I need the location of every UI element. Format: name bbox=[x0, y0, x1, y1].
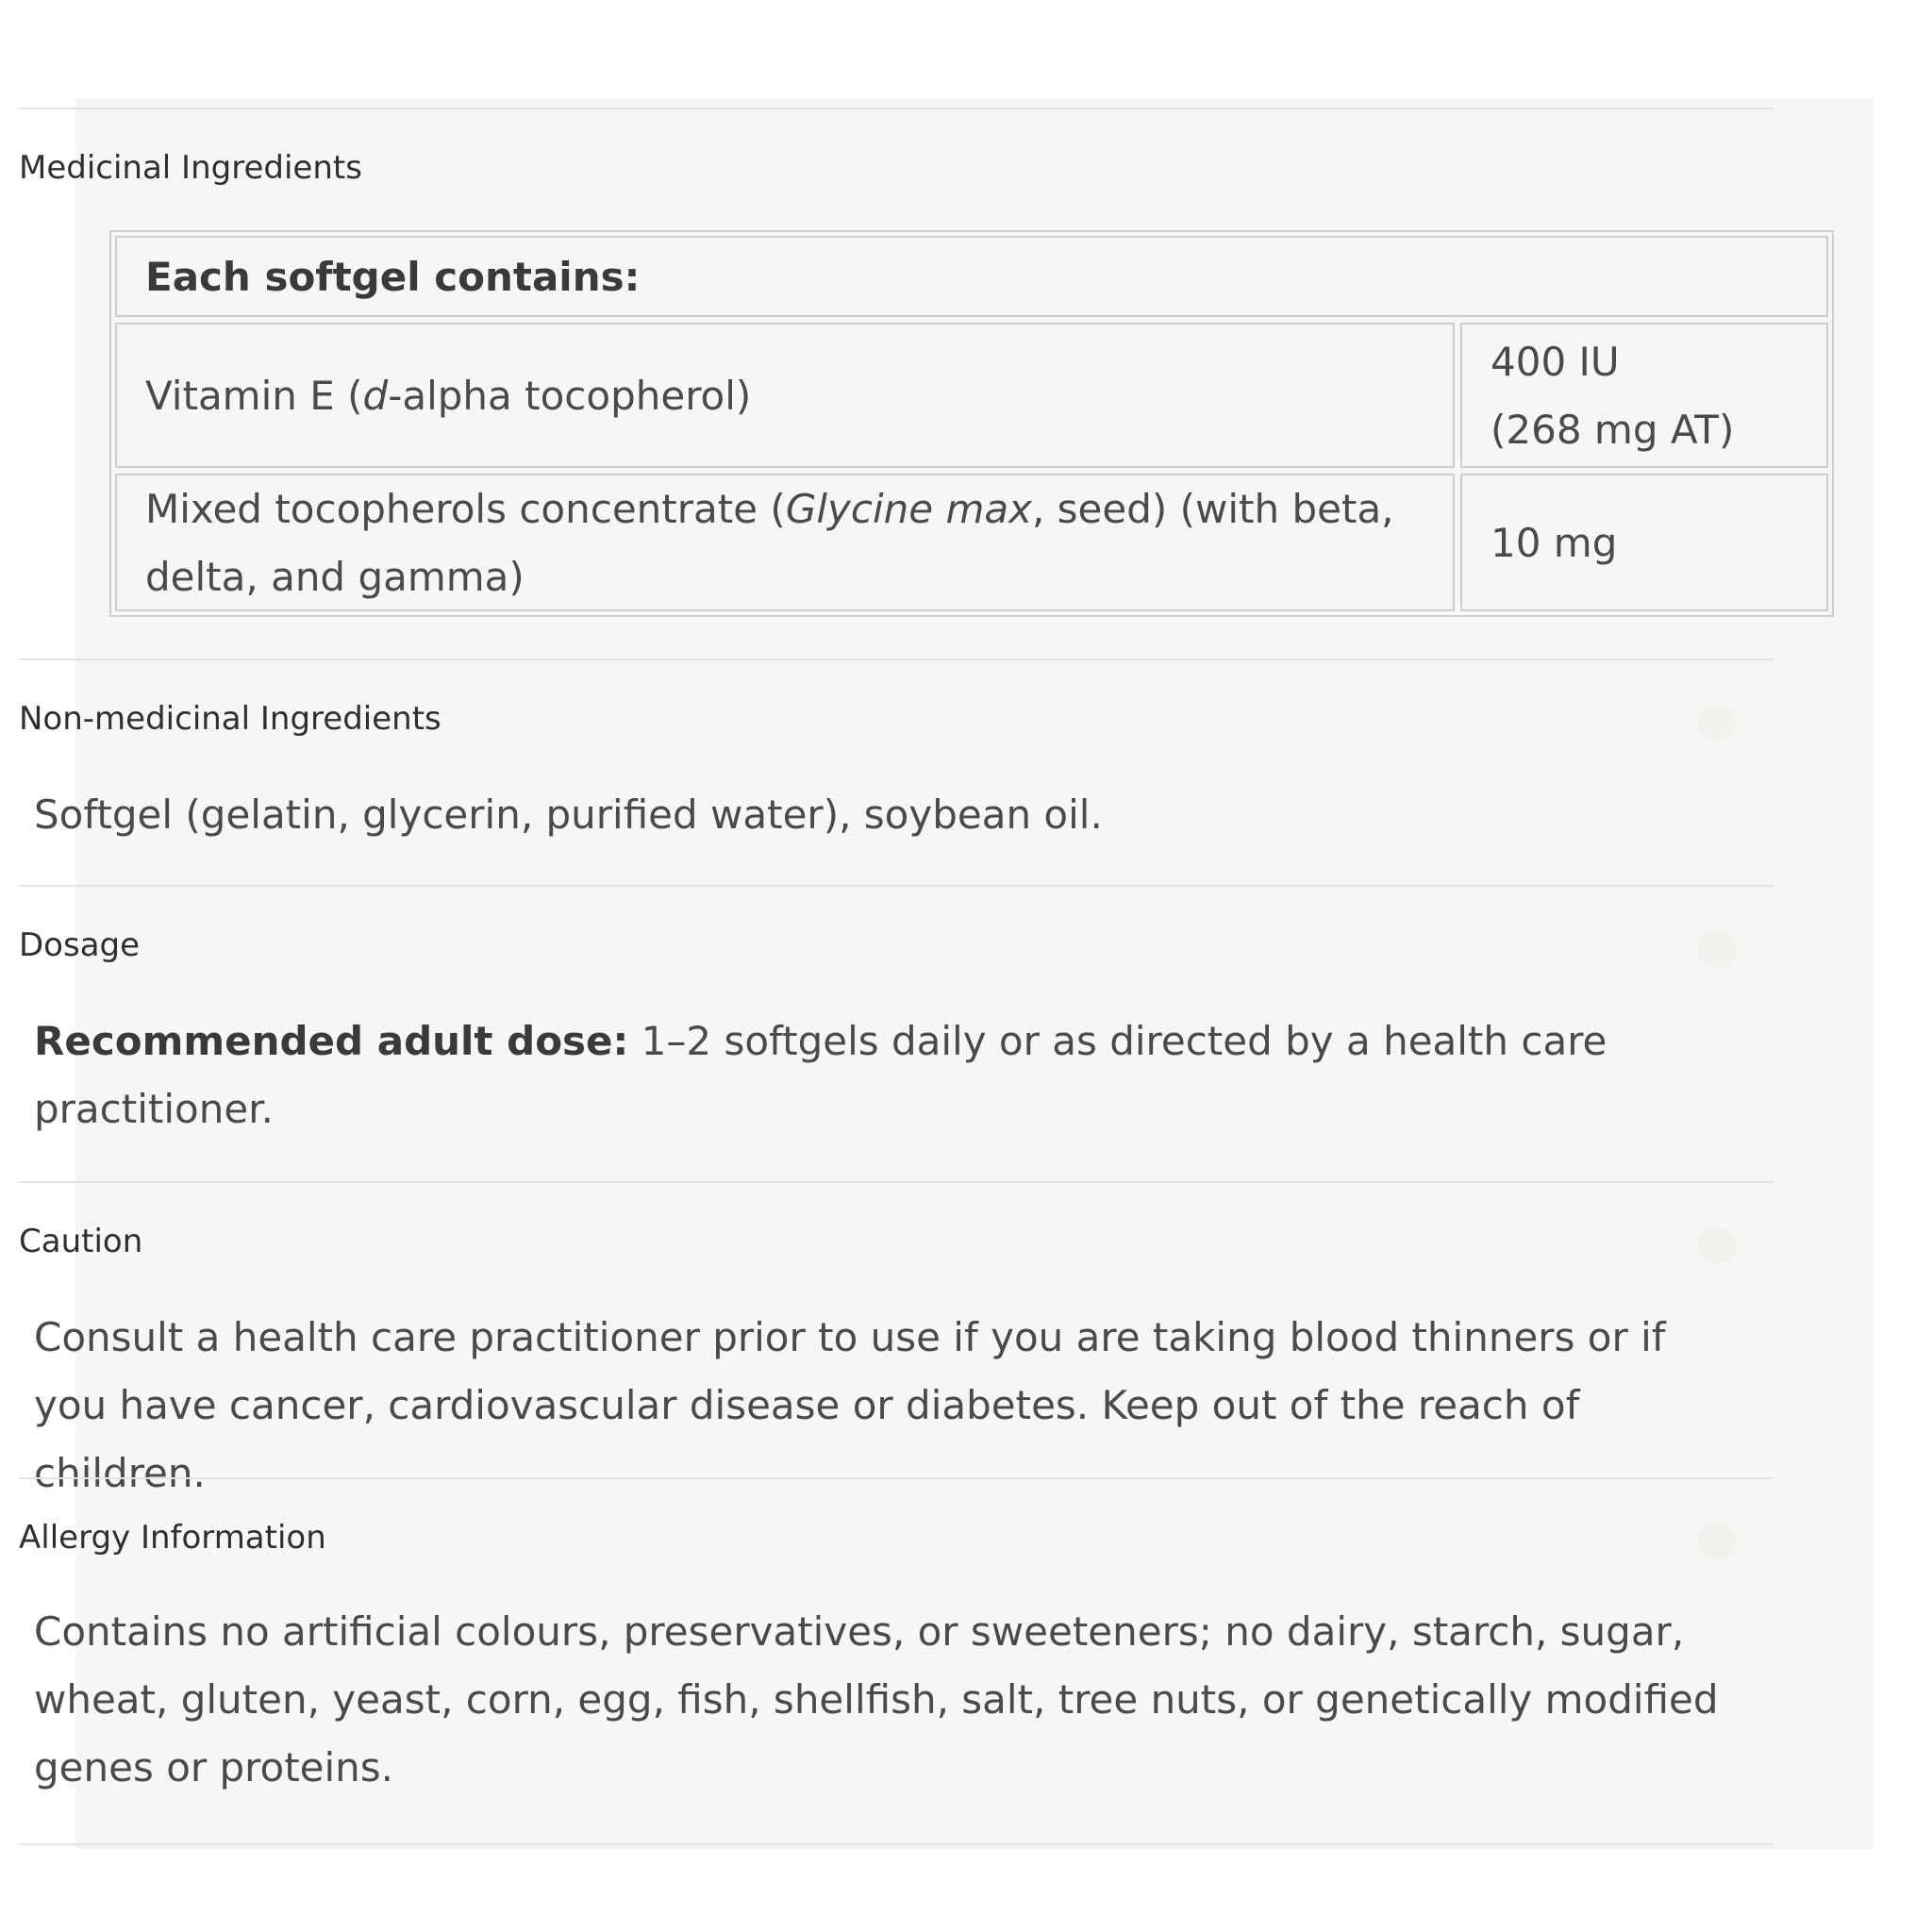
dosage-title: Dosage bbox=[19, 926, 141, 964]
dosage-section bbox=[19, 885, 1774, 1185]
table-row-name-cell bbox=[115, 323, 1455, 468]
table-row-name-cell bbox=[115, 474, 1455, 611]
ingredients-table bbox=[109, 230, 1834, 617]
table-header-cell bbox=[115, 236, 1828, 317]
bottom-divider bbox=[19, 1843, 1774, 1845]
dosage-text: Recommended adult dose: 1–2 softgels daily or as directed by a health care practitioner. bbox=[34, 1018, 1607, 1132]
allergy-information-title: Allergy Information bbox=[19, 1519, 326, 1557]
medicinal-ingredients-title: Medicinal Ingredients bbox=[19, 149, 362, 187]
chevron-icon[interactable] bbox=[1698, 930, 1736, 968]
chevron-icon[interactable] bbox=[1698, 1523, 1736, 1560]
allergy-information-section bbox=[19, 1477, 1774, 1847]
table-header: Each softgel contains: bbox=[145, 254, 641, 300]
chevron-icon[interactable] bbox=[1698, 704, 1736, 741]
ingredient-name: Vitamin E (d-alpha tocopherol) bbox=[145, 373, 752, 419]
allergy-information-text: Contains no artificial colours, preservatives, or sweeteners; no dairy, starch, sugar, wheat, gluten, yeast, corn, egg, fish, shellfish, salt, tree nuts, or genetically modified genes or proteins. bbox=[34, 1608, 1719, 1790]
caution-title: Caution bbox=[19, 1223, 143, 1260]
table-row-amount-cell bbox=[1460, 474, 1828, 611]
chevron-icon[interactable] bbox=[1698, 1226, 1736, 1264]
non-medicinal-ingredients-section bbox=[19, 658, 1774, 887]
ingredient-amount: 10 mg bbox=[1491, 520, 1618, 566]
non-medicinal-ingredients-title: Non-medicinal Ingredients bbox=[19, 700, 441, 738]
non-medicinal-ingredients-text: Softgel (gelatin, glycerin, purified water), soybean oil. bbox=[34, 791, 1103, 838]
dosage-label: Recommended adult dose: bbox=[34, 1018, 629, 1064]
caution-section bbox=[19, 1181, 1774, 1496]
ingredient-name: Mixed tocopherols concentrate (Glycine max, seed) (with beta, delta, and gamma) bbox=[145, 486, 1394, 600]
table-row-amount-cell bbox=[1460, 323, 1828, 468]
caution-text: Consult a health care practitioner prior to use if you are taking blood thinners or if you have cancer, cardiovascular disease or diabetes. Keep out of the reach of children. bbox=[34, 1314, 1666, 1496]
ingredient-amount: 400 IU (268 mg AT) bbox=[1491, 339, 1735, 453]
